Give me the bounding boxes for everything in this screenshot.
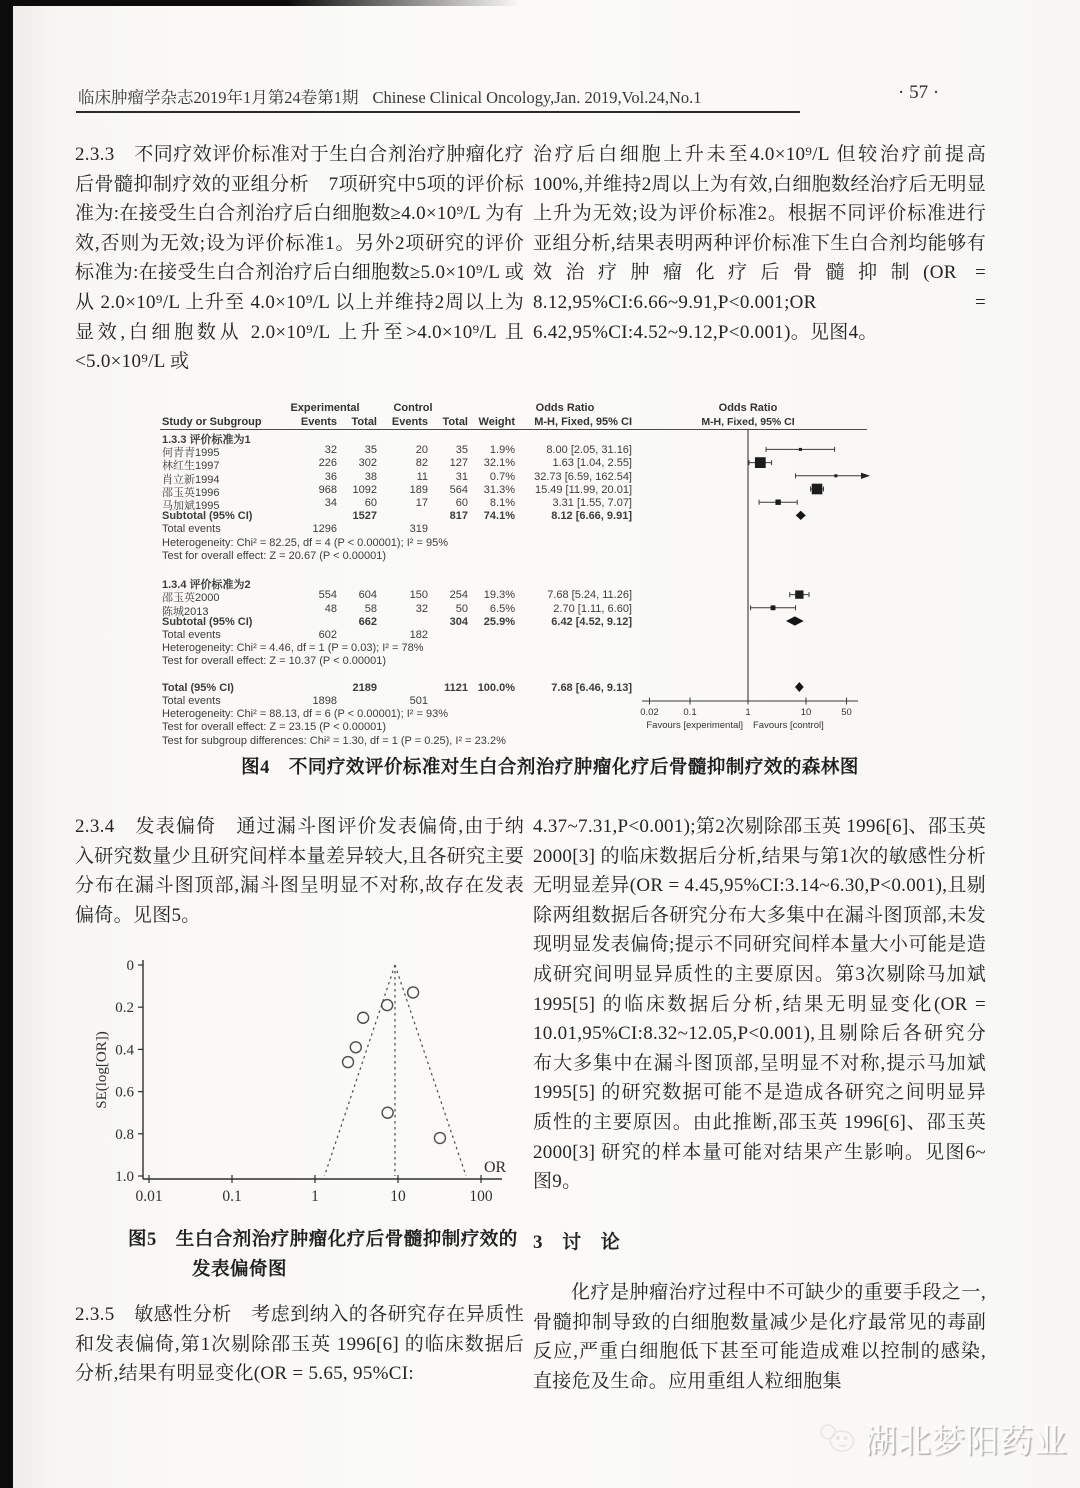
forest-col-odds-ratio: Odds Ratio xyxy=(535,402,595,414)
ctrl-events: 11 xyxy=(416,470,428,483)
forest-row xyxy=(150,510,650,523)
axis-tick-label: 1 xyxy=(745,707,751,718)
stats-note: Heterogeneity: Chi² = 82.25, df = 4 (P < 0.00001); I² = 95% xyxy=(162,536,448,549)
study-name: 肖立新1994 xyxy=(162,473,220,486)
exp-events: 32 xyxy=(324,444,337,457)
exp-total: 38 xyxy=(364,470,377,483)
study-point xyxy=(343,1057,354,1068)
forest-row xyxy=(150,669,650,682)
study-name: 邵玉英1996 xyxy=(162,486,220,499)
section-2-3-3-paragraph: 2.3.3 不同疗效评价标准对于生白合剂治疗肿瘤化疗后骨髓抑制疗效的亚组分析 7项研究中5项的评价标准为:在接受生白合剂治疗后白细胞数≥4.0×10⁹/L 为有效,否则为无效;设为评价标准1。另外2项研究的评价标准为:在接受生白合剂治疗后白细胞数≥5.0×10⁹/L 或从 2.0×10⁹/L 上升至 4.0×10⁹/L 以上并维持2周以上为显效,白细胞数从 2.0×10⁹/L 上升至>4.0×10⁹/L 且<5.0×10⁹/L 或 xyxy=(75,144,524,373)
funnel-y-tick-label: 0.4 xyxy=(115,1042,134,1059)
funnel-x-tick-label: 0.1 xyxy=(222,1188,242,1205)
forest-col-weight: Weight xyxy=(478,416,515,428)
stats-note: Heterogeneity: Chi² = 4.46, df = 1 (P = 0.03); I² = 78% xyxy=(162,642,424,655)
weight: 1.9% xyxy=(489,444,515,457)
forest-row xyxy=(150,721,650,734)
exp-events: 226 xyxy=(318,457,337,470)
exp-total: 302 xyxy=(358,457,377,470)
stats-note: Test for overall effect: Z = 23.15 (P < 0.00001) xyxy=(162,721,387,734)
or-ci-text: 7.68 [6.46, 9.13] xyxy=(551,681,632,694)
study-name: 林红生1997 xyxy=(162,460,220,473)
journal-title-en: Chinese Clinical Oncology,Jan. 2019,Vol.24,No.1 xyxy=(372,88,702,107)
exp-events: 1898 xyxy=(312,695,337,707)
or-square xyxy=(834,474,837,477)
or-ci-text: 8.12 [6.66, 9.91] xyxy=(551,510,632,523)
funnel-right-bound xyxy=(395,965,466,1176)
study-name: 马加斌1995 xyxy=(162,500,220,512)
right-column-paragraph-2: 4.37~7.31,P<0.001);第2次剔除邵玉英 1996[6]、邵玉英 2000[3] 的临床数据后分析,结果与第1次的敏感性分析无明显差异(OR = 4.45,95%CI:3.14~6.30,P<0.001),且剔除两组数据后各研究分布大多集中在漏斗图顶部,未发现明显发表偏倚;提示不同研究间样本量大小可能是造成研究间明显异质性的主要原因。第3次剔除马加斌 1995[5] 的临床数据后分析,结果无明显变化(OR = 10.01,95%CI:8.32~12.05,P<0.001),且剔除后各研究分布大多集中在漏斗图顶部,呈明显不对称,提示马加斌1995[5] 的研究数据可能不是造成各研究之间明显异质性的主要原因。由此推断,邵玉英 1996[6]、邵玉英 2000[3] 研究的样本量可能对结果产生影响。见图6~图9。 xyxy=(533,816,986,1193)
exp-events: 602 xyxy=(318,629,337,641)
exp-events: 554 xyxy=(318,589,337,602)
ctrl-total: 127 xyxy=(449,457,468,470)
weight: 19.3% xyxy=(483,589,515,602)
or-ci-text: 1.63 [1.04, 2.55] xyxy=(552,457,632,470)
stats-note: Test for overall effect: Z = 10.37 (P < 0.00001) xyxy=(162,655,387,668)
forest-row xyxy=(150,431,650,444)
forest-col-study: Study or Subgroup xyxy=(162,416,262,428)
axis-tick-label: 10 xyxy=(800,707,812,718)
weight: 74.1% xyxy=(483,510,515,523)
exp-total: 35 xyxy=(364,444,377,457)
funnel-y-tick-label: 0 xyxy=(126,958,134,974)
forest-row xyxy=(150,576,650,592)
forest-col-total-exp: Total xyxy=(351,416,377,428)
ctrl-events: 82 xyxy=(415,457,428,470)
total-events-label: Total events xyxy=(162,523,221,536)
forest-col-events-exp: Events xyxy=(300,416,337,428)
or-ci-text: 7.68 [5.24, 11.26] xyxy=(547,589,632,602)
or-ci-text: 32.73 [6.59, 162.54] xyxy=(534,470,632,483)
forest-row xyxy=(150,497,650,510)
subgroup-label: 1.3.4 评价标准为2 xyxy=(162,579,251,592)
exp-total: 58 xyxy=(364,602,377,615)
forest-row xyxy=(150,708,650,721)
forest-row xyxy=(150,735,650,748)
forest-col-control: Control xyxy=(393,402,433,414)
study-point xyxy=(382,1000,393,1011)
ctrl-total: 304 xyxy=(449,615,468,628)
funnel-y-tick-label: 0.6 xyxy=(115,1084,134,1101)
or-square xyxy=(755,457,766,468)
ctrl-events: 20 xyxy=(415,444,428,457)
scan-edge-left xyxy=(0,0,13,1488)
ctrl-total: 254 xyxy=(449,589,468,602)
subgroup-label: 1.3.3 评价标准为1 xyxy=(162,434,251,446)
forest-row xyxy=(150,444,650,460)
ctrl-events: 182 xyxy=(409,629,428,641)
forest-col-experimental: Experimental xyxy=(290,402,360,414)
forest-row xyxy=(150,629,650,642)
funnel-plot-graphic xyxy=(80,942,536,1222)
journal-title-cn: 临床肿瘤学杂志2019年1月第24卷第1期 xyxy=(78,88,359,107)
study-name: 邵玉英2000 xyxy=(162,592,220,605)
exp-total: 1527 xyxy=(352,510,377,523)
exp-events: 1296 xyxy=(312,523,337,536)
total-events-label: Total events xyxy=(162,695,221,707)
forest-col-method: M-H, Fixed, 95% CI xyxy=(534,416,632,428)
forest-row xyxy=(150,616,650,629)
or-ci-text: 2.70 [1.11, 6.60] xyxy=(553,602,632,615)
exp-total: 2189 xyxy=(352,681,377,694)
ctrl-events: 32 xyxy=(415,602,428,615)
plot-header-odds-ratio: Odds Ratio xyxy=(718,402,778,414)
or-square xyxy=(795,590,803,598)
forest-plot-graphic xyxy=(630,398,875,752)
exp-total: 604 xyxy=(358,589,377,602)
ctrl-events: 319 xyxy=(409,523,428,536)
ctrl-events: 17 xyxy=(415,497,428,509)
exp-events: 48 xyxy=(324,602,337,615)
forest-row xyxy=(150,457,650,473)
exp-events: 968 xyxy=(318,483,337,496)
ctrl-total: 50 xyxy=(455,602,468,615)
or-square xyxy=(799,448,802,451)
forest-row xyxy=(150,537,650,550)
axis-tick-label: 50 xyxy=(841,707,852,718)
forest-row xyxy=(150,523,650,536)
exp-total: 662 xyxy=(358,615,377,628)
funnel-xlabel: OR xyxy=(484,1159,507,1176)
ci-arrow xyxy=(861,473,870,479)
or-ci-text: 15.49 [11.99, 20.01] xyxy=(534,483,632,496)
forest-table-rows xyxy=(150,398,1012,752)
exp-events: 36 xyxy=(324,470,337,483)
forest-row xyxy=(150,563,650,576)
section-2-3-5-paragraph: 2.3.5 敏感性分析 考虑到纳入的各研究存在异质性和发表偏倚,第1次剔除邵玉英 1996[6] 的临床数据后分析,结果有明显变化(OR = 5.65, 95%CI: xyxy=(75,1304,524,1385)
publisher-watermark xyxy=(818,1408,1068,1468)
favours-control-label: Favours [control] xyxy=(753,720,824,731)
right-column-paragraph-1: 治疗后白细胞上升未至4.0×10⁹/L 但较治疗前提高100%,并维持2周以上为有效,白细胞数经治疗后无明显上升为无效;设为评价标准2。根据不同评价标准进行亚组分析,结果表明两种评价标准下生白合剂均能够有效治疗肿瘤化疗后骨髓抑制(OR = 8.12,95%CI:6.66~9.91,P<0.001;OR = 6.42,95%CI:4.52~9.12,P<0.001)。见图4。 xyxy=(533,144,986,343)
weight: 31.3% xyxy=(483,483,515,496)
subtotal-label: Subtotal (95% CI) xyxy=(162,510,253,523)
funnel-ylabel: SE(log[OR]) xyxy=(94,1031,110,1109)
forest-row xyxy=(150,550,650,563)
ctrl-total: 817 xyxy=(449,510,468,523)
page-number: · 57 · xyxy=(898,82,940,103)
pooled-diamond xyxy=(795,682,804,692)
ctrl-events: 501 xyxy=(409,695,428,707)
forest-col-events-ctrl: Events xyxy=(391,416,428,428)
study-name: 陈城2013 xyxy=(162,605,209,618)
stats-note: Test for subgroup differences: Chi² = 1.30, df = 1 (P = 0.25), I² = 23.2% xyxy=(162,734,506,747)
ctrl-total: 564 xyxy=(449,483,468,496)
discussion-paragraph: 化疗是肿瘤治疗过程中不可缺少的重要手段之一,骨髓抑制导致的白细胞数量减少是化疗最常见的毒副反应,严重白细胞低下甚至可能造成难以控制的感染,直接危及生命。应用重组人粒细胞集 xyxy=(533,1282,986,1392)
pooled-diamond xyxy=(796,511,806,520)
forest-row xyxy=(150,484,650,497)
funnel-y-tick-label: 0.2 xyxy=(115,1000,134,1017)
watermark-text: 湖北梦阳药业 xyxy=(864,1423,1068,1460)
forest-row xyxy=(150,603,650,616)
study-point xyxy=(350,1042,361,1053)
discussion-heading: 3 讨 论 xyxy=(533,1232,621,1253)
study-point xyxy=(408,987,419,998)
header-rule xyxy=(76,111,800,113)
section-2-3-4-paragraph: 2.3.4 发表偏倚 通过漏斗图评价发表偏倚,由于纳入研究数量少且研究间样本量差异较大,且各研究主要分布在漏斗图顶部,漏斗图呈明显不对称,故存在发表偏倚。见图5。 xyxy=(75,816,524,926)
study-point xyxy=(382,1107,393,1118)
or-square xyxy=(775,499,780,504)
study-point xyxy=(358,1012,369,1023)
ctrl-events: 189 xyxy=(409,483,428,496)
plot-header-method: M-H, Fixed, 95% CI xyxy=(701,416,795,428)
scan-edge-top xyxy=(0,0,520,6)
weight: 6.5% xyxy=(489,602,515,615)
or-square xyxy=(771,605,776,610)
forest-col-total-ctrl: Total xyxy=(442,416,468,428)
weight: 32.1% xyxy=(483,457,515,470)
study-point xyxy=(434,1133,445,1144)
figure5-caption-line2: 发表偏倚图 xyxy=(192,1260,288,1280)
figure4-caption: 图4 不同疗效评价标准对生白合剂治疗肿瘤化疗后骨髓抑制疗效的森林图 xyxy=(241,758,859,778)
exp-total: 60 xyxy=(364,497,377,509)
ctrl-total: 35 xyxy=(455,444,468,457)
stats-note: Heterogeneity: Chi² = 88.13, df = 6 (P < 0.00001); I² = 93% xyxy=(162,708,448,721)
exp-total: 1092 xyxy=(352,483,377,496)
or-ci-text: 6.42 [4.52, 9.12] xyxy=(551,615,632,628)
or-ci-text: 8.00 [2.05, 31.16] xyxy=(546,444,632,457)
funnel-x-tick-label: 1 xyxy=(311,1188,319,1205)
funnel-y-tick-label: 1.0 xyxy=(115,1169,134,1185)
funnel-y-tick-label: 0.8 xyxy=(115,1126,134,1143)
forest-row xyxy=(150,655,650,668)
watermark-logo-icon xyxy=(818,1416,858,1460)
study-name: 何青青1995 xyxy=(162,447,220,460)
axis-tick-label: 0.1 xyxy=(683,707,697,718)
ctrl-events: 150 xyxy=(409,589,428,602)
favours-experimental-label: Favours [experimental] xyxy=(646,720,743,731)
funnel-x-tick-label: 10 xyxy=(390,1188,406,1205)
running-header xyxy=(78,84,808,108)
forest-row xyxy=(150,471,650,484)
axis-tick-label: 0.02 xyxy=(640,707,659,718)
or-ci-text: 3.31 [1.55, 7.07] xyxy=(552,497,632,509)
total-events-label: Total events xyxy=(162,629,221,641)
ctrl-total: 31 xyxy=(455,470,468,483)
ctrl-total: 1121 xyxy=(444,681,468,694)
stats-note: Test for overall effect: Z = 20.67 (P < 0.00001) xyxy=(162,549,387,562)
weight: 8.1% xyxy=(489,497,515,509)
weight: 25.9% xyxy=(483,615,515,628)
forest-row xyxy=(150,589,650,605)
forest-row xyxy=(150,682,650,695)
or-square xyxy=(812,484,823,495)
exp-events: 34 xyxy=(324,497,337,509)
funnel-x-tick-label: 100 xyxy=(469,1188,493,1205)
pooled-diamond xyxy=(786,616,804,625)
ctrl-total: 60 xyxy=(455,497,468,509)
funnel-plot-figure xyxy=(80,942,536,1222)
forest-row xyxy=(150,695,650,708)
subtotal-label: Subtotal (95% CI) xyxy=(162,615,253,628)
figure5-caption-line1: 图5 生白合剂治疗肿瘤化疗后骨髓抑制疗效的 xyxy=(128,1230,518,1250)
weight: 0.7% xyxy=(489,470,515,483)
weight: 100.0% xyxy=(477,681,515,694)
forest-plot-figure xyxy=(150,398,1012,752)
forest-row xyxy=(150,642,650,655)
funnel-x-tick-label: 0.01 xyxy=(135,1188,163,1205)
total-label: Total (95% CI) xyxy=(162,681,234,694)
funnel-left-bound xyxy=(324,965,395,1176)
